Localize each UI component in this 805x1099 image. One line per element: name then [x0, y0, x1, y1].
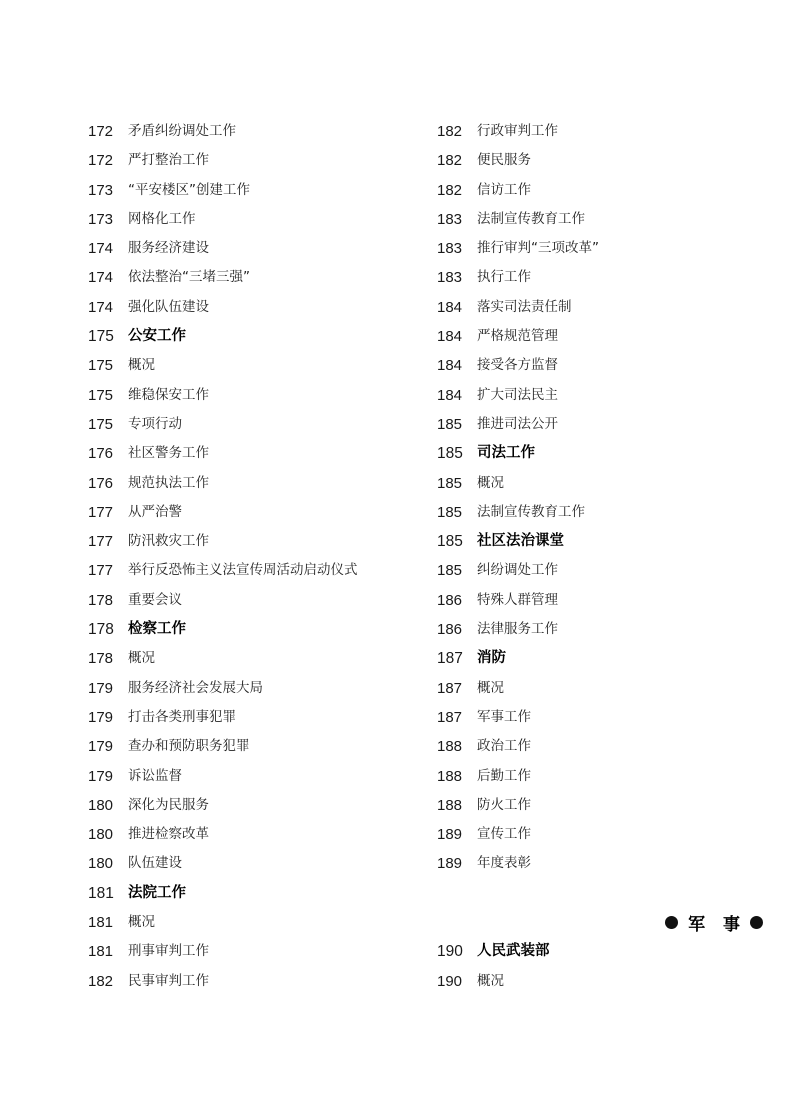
- page-number: 173: [88, 181, 114, 199]
- entry-title: 法律服务工作: [477, 621, 558, 638]
- entry-title: 概况: [128, 914, 155, 931]
- entry-title: 矛盾纠纷调处工作: [128, 123, 236, 139]
- page-number: 175: [88, 386, 114, 404]
- page-number: 178: [88, 650, 114, 668]
- toc-entry: [88, 146, 428, 175]
- toc-entry: [88, 820, 428, 849]
- toc-right-top-list: [437, 117, 777, 879]
- entry-title: 服务经济社会发展大局: [128, 679, 263, 696]
- toc-entry: [437, 351, 777, 380]
- toc-entry: [437, 849, 777, 878]
- toc-entry: [88, 381, 428, 410]
- entry-title: 深化为民服务: [128, 796, 209, 813]
- entry-title: 司法工作: [477, 445, 535, 462]
- page-number: 179: [88, 767, 114, 785]
- page-number: 183: [437, 269, 463, 287]
- toc-entry: [437, 410, 777, 439]
- page-number: 174: [88, 240, 114, 258]
- toc-entry: [88, 908, 428, 937]
- toc-entry: [88, 410, 428, 439]
- entry-title: 行政审判工作: [477, 123, 558, 139]
- page-number: 185: [437, 503, 463, 521]
- entry-title: 社区警务工作: [128, 445, 209, 462]
- entry-title: 接受各方监督: [477, 357, 558, 374]
- entry-title: 打击各类刑事犯罪: [128, 708, 236, 725]
- toc-entry: [88, 117, 428, 146]
- page-number: 178: [88, 621, 114, 639]
- toc-entry: [88, 469, 428, 498]
- entry-title: 政治工作: [477, 738, 531, 755]
- page-number: 175: [88, 328, 114, 346]
- entry-title: 重要会议: [128, 591, 182, 608]
- page-number: 178: [88, 591, 114, 609]
- entry-title: 落实司法责任制: [477, 298, 572, 315]
- entry-title: 纠纷调处工作: [477, 562, 558, 579]
- page-number: 187: [437, 708, 463, 726]
- page-number: 185: [437, 533, 463, 551]
- entry-title: 网格化工作: [128, 210, 196, 227]
- toc-entry: [437, 556, 777, 585]
- entry-title: 法院工作: [128, 884, 186, 901]
- entry-title: 防火工作: [477, 796, 531, 813]
- entry-title: 宣传工作: [477, 826, 531, 843]
- entry-title: 维稳保安工作: [128, 386, 209, 403]
- toc-entry: [88, 498, 428, 527]
- toc-entry: [88, 293, 428, 322]
- page-number: 187: [437, 650, 463, 668]
- entry-title: “平安楼区”创建工作: [128, 181, 250, 198]
- toc-entry: [437, 762, 777, 791]
- entry-title: 推行审判“三项改革”: [477, 240, 599, 257]
- toc-heading-entry: [437, 439, 777, 468]
- toc-heading-entry: [437, 937, 777, 966]
- toc-entry: [437, 117, 777, 146]
- bullet-dot-icon: [750, 916, 763, 929]
- entry-title: 推进检察改革: [128, 826, 209, 843]
- page-number: 189: [437, 855, 463, 873]
- page-number: 172: [88, 152, 114, 170]
- toc-heading-entry: [88, 879, 428, 908]
- toc-heading-entry: [437, 527, 777, 556]
- toc-entry: [437, 469, 777, 498]
- page-number: 179: [88, 679, 114, 697]
- page-number: 187: [437, 679, 463, 697]
- page-number: 175: [88, 357, 114, 375]
- toc-entry: [88, 527, 428, 556]
- page-number: 190: [437, 943, 463, 961]
- entry-title: 服务经济建设: [128, 240, 209, 257]
- toc-left-column: [88, 117, 428, 996]
- entry-title: 依法整治“三堵三强”: [128, 269, 250, 286]
- page-number: 179: [88, 708, 114, 726]
- page-number: 184: [437, 328, 463, 346]
- toc-entry: [88, 732, 428, 761]
- entry-title: 队伍建设: [128, 855, 182, 872]
- page-number: 182: [88, 972, 114, 990]
- toc-entry: [88, 234, 428, 263]
- toc-entry: [437, 820, 777, 849]
- entry-title: 从严治警: [128, 503, 182, 520]
- toc-entry: [437, 293, 777, 322]
- entry-title: 刑事审判工作: [128, 943, 209, 960]
- page-number: 185: [437, 562, 463, 580]
- toc-entry: [88, 556, 428, 585]
- entry-title: 军事工作: [477, 708, 531, 725]
- entry-title: 法制宣传教育工作: [477, 210, 585, 227]
- entry-title: 专项行动: [128, 415, 182, 432]
- toc-entry: [88, 351, 428, 380]
- page-number: 180: [88, 796, 114, 814]
- entry-title: 执行工作: [477, 269, 531, 286]
- entry-title: 概况: [128, 357, 155, 374]
- toc-entry: [88, 849, 428, 878]
- entry-title: 公安工作: [128, 328, 186, 345]
- bullet-dot-icon: [665, 916, 678, 929]
- toc-heading-entry: [437, 644, 777, 673]
- page-number: 185: [437, 415, 463, 433]
- entry-title: 诉讼监督: [128, 767, 182, 784]
- entry-title: 社区法治课堂: [477, 533, 564, 550]
- page-number: 176: [88, 445, 114, 463]
- toc-entry: [437, 791, 777, 820]
- page-number: 174: [88, 269, 114, 287]
- toc-right-bottom-list: [437, 937, 777, 996]
- toc-entry: [88, 791, 428, 820]
- entry-title: 便民服务: [477, 152, 531, 169]
- entry-title: 概况: [477, 679, 504, 696]
- page-number: 188: [437, 738, 463, 756]
- toc-entry: [437, 146, 777, 175]
- page-number: 180: [88, 855, 114, 873]
- toc-heading-entry: [88, 322, 428, 351]
- entry-title: 严格规范管理: [477, 328, 558, 345]
- page-number: 189: [437, 826, 463, 844]
- entry-title: 扩大司法民主: [477, 386, 558, 403]
- page-number: 182: [437, 152, 463, 170]
- toc-entry: [437, 205, 777, 234]
- toc-entry: [437, 674, 777, 703]
- toc-right-column: [437, 117, 777, 996]
- page-number: 181: [88, 914, 114, 932]
- toc-entry: [437, 615, 777, 644]
- entry-title: 概况: [477, 474, 504, 491]
- entry-title: 严打整治工作: [128, 152, 209, 169]
- page-number: 182: [437, 123, 463, 140]
- entry-title: 规范执法工作: [128, 474, 209, 491]
- entry-title: 信访工作: [477, 181, 531, 198]
- section-title: 军 事: [688, 915, 746, 936]
- toc-heading-entry: [88, 615, 428, 644]
- toc-entry: [88, 176, 428, 205]
- toc-entry: [88, 644, 428, 673]
- entry-title: 法制宣传教育工作: [477, 503, 585, 520]
- page-number: 177: [88, 562, 114, 580]
- toc-entry: [437, 234, 777, 263]
- entry-title: 年度表彰: [477, 855, 531, 872]
- toc-entry: [88, 674, 428, 703]
- toc-entry: [88, 937, 428, 966]
- page-number: 186: [437, 621, 463, 639]
- entry-title: 查办和预防职务犯罪: [128, 738, 250, 755]
- page-number: 174: [88, 298, 114, 316]
- page-number: 177: [88, 503, 114, 521]
- toc-entry: [88, 263, 428, 292]
- page-number: 181: [88, 943, 114, 961]
- section-spacer: [437, 879, 777, 908]
- entry-title: 消防: [477, 650, 506, 667]
- page-number: 185: [437, 474, 463, 492]
- entry-title: 推进司法公开: [477, 415, 558, 432]
- entry-title: 强化队伍建设: [128, 298, 209, 315]
- toc-entry: [437, 732, 777, 761]
- toc-entry: [88, 205, 428, 234]
- page-number: 176: [88, 474, 114, 492]
- entry-title: 防汛救灾工作: [128, 533, 209, 550]
- page-number: 188: [437, 796, 463, 814]
- page-number: 172: [88, 123, 114, 140]
- toc-entry: [437, 498, 777, 527]
- entry-title: 概况: [128, 650, 155, 667]
- entry-title: 特殊人群管理: [477, 591, 558, 608]
- page-number: 183: [437, 210, 463, 228]
- page-number: 184: [437, 386, 463, 404]
- toc-entry: [437, 381, 777, 410]
- entry-title: 概况: [477, 972, 504, 989]
- page-number: 177: [88, 533, 114, 551]
- toc-entry: [88, 439, 428, 468]
- page-number: 186: [437, 591, 463, 609]
- toc-entry: [437, 586, 777, 615]
- page-number: 183: [437, 240, 463, 258]
- toc-entry: [88, 586, 428, 615]
- toc-entry: [88, 967, 428, 996]
- toc-entry: [437, 703, 777, 732]
- page-number: 173: [88, 210, 114, 228]
- toc-entry: [437, 322, 777, 351]
- page-number: 180: [88, 826, 114, 844]
- page-number: 182: [437, 181, 463, 199]
- page-number: 185: [437, 445, 463, 463]
- entry-title: 检察工作: [128, 621, 186, 638]
- toc-entry: [437, 263, 777, 292]
- page-number: 188: [437, 767, 463, 785]
- page-number: 184: [437, 298, 463, 316]
- entry-title: 后勤工作: [477, 767, 531, 784]
- page-number: 175: [88, 415, 114, 433]
- page-number: 179: [88, 738, 114, 756]
- entry-title: 人民武装部: [477, 943, 550, 960]
- toc-entry: [88, 762, 428, 791]
- entry-title: 举行反恐怖主义法宣传周活动启动仪式: [128, 562, 358, 579]
- toc-entry: [437, 176, 777, 205]
- toc-entry: [88, 703, 428, 732]
- section-header-military: [437, 908, 777, 937]
- page-number: 181: [88, 884, 114, 902]
- entry-title: 民事审判工作: [128, 972, 209, 989]
- page-number: 190: [437, 972, 463, 990]
- toc-entry: [437, 967, 777, 996]
- page-number: 184: [437, 357, 463, 375]
